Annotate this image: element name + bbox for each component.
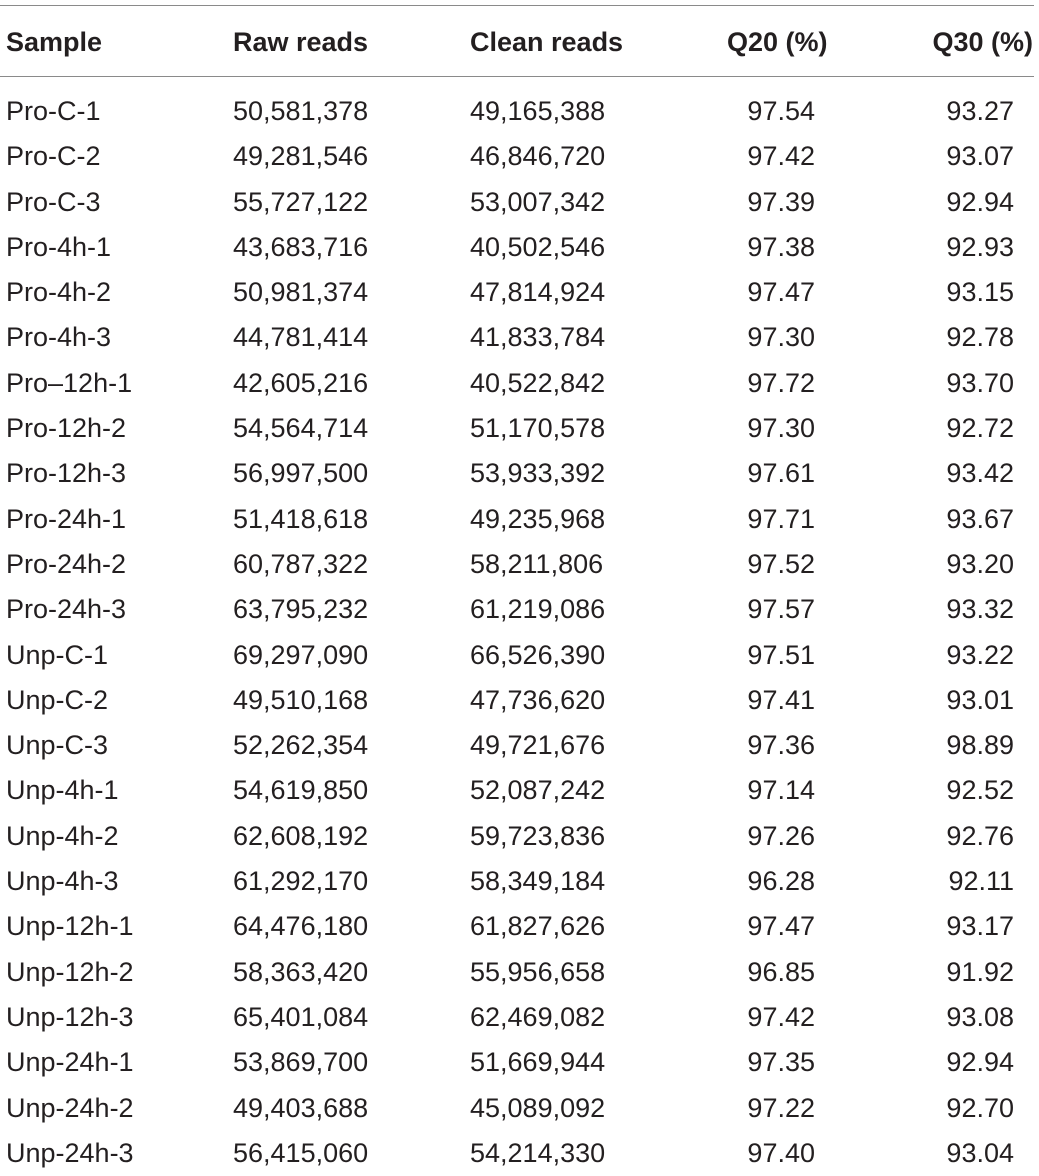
cell-q30: 92.70	[946, 1092, 1014, 1123]
cell-raw-reads: 60,787,322	[233, 548, 369, 579]
cell-q30: 93.04	[946, 1137, 1014, 1168]
table-row	[0, 587, 1039, 632]
cell-q20: 97.41	[747, 684, 815, 715]
cell-clean-reads: 49,721,676	[470, 730, 606, 761]
cell-q30: 93.22	[946, 639, 1014, 670]
table-row	[0, 904, 1039, 949]
table-row	[0, 361, 1039, 406]
cell-q30: 92.72	[946, 413, 1014, 444]
cell-q30: 93.27	[946, 96, 1014, 126]
cell-sample: Pro-C-1	[6, 96, 101, 126]
cell-sample: Unp-24h-1	[6, 1047, 134, 1078]
table-row	[0, 406, 1039, 451]
table-row	[0, 859, 1039, 904]
cell-clean-reads: 54,214,330	[470, 1137, 606, 1168]
cell-raw-reads: 50,581,378	[233, 96, 369, 126]
table-row	[0, 225, 1039, 270]
table-row	[0, 678, 1039, 723]
cell-raw-reads: 54,564,714	[233, 413, 369, 444]
cell-raw-reads: 43,683,716	[233, 231, 369, 262]
cell-q30: 92.11	[948, 866, 1014, 897]
cell-clean-reads: 61,827,626	[470, 911, 606, 942]
cell-q20: 97.22	[747, 1092, 815, 1123]
cell-clean-reads: 47,736,620	[470, 684, 606, 715]
header-sample: Sample	[6, 27, 103, 57]
cell-q20: 97.57	[747, 594, 815, 625]
table-row	[0, 950, 1039, 995]
cell-raw-reads: 54,619,850	[233, 775, 369, 806]
table-row	[0, 633, 1039, 678]
cell-sample: Unp-12h-1	[6, 911, 134, 942]
cell-sample: Unp-24h-3	[6, 1137, 134, 1168]
cell-q30: 93.20	[946, 548, 1014, 579]
cell-sample: Unp-4h-2	[6, 820, 119, 851]
cell-raw-reads: 64,476,180	[233, 911, 369, 942]
cell-raw-reads: 44,781,414	[233, 322, 369, 353]
table-header-rule	[0, 76, 1034, 77]
cell-q20: 97.61	[747, 458, 815, 489]
cell-clean-reads: 47,814,924	[470, 277, 606, 308]
table-body	[0, 89, 1039, 1176]
header-clean-reads: Clean reads	[470, 27, 624, 57]
cell-clean-reads: 51,669,944	[470, 1047, 606, 1078]
cell-raw-reads: 65,401,084	[233, 1001, 369, 1032]
cell-raw-reads: 53,869,700	[233, 1047, 369, 1078]
cell-sample: Pro-12h-2	[6, 413, 127, 444]
cell-q30: 92.94	[946, 1047, 1014, 1078]
cell-sample: Unp-12h-2	[6, 956, 134, 987]
cell-clean-reads: 62,469,082	[470, 1001, 606, 1032]
cell-q20: 97.71	[747, 503, 815, 534]
cell-q20: 96.85	[747, 956, 815, 987]
table-row	[0, 814, 1039, 859]
cell-q20: 97.35	[747, 1047, 815, 1078]
cell-q20: 97.42	[747, 1001, 815, 1032]
cell-raw-reads: 69,297,090	[233, 639, 369, 670]
cell-q30: 93.01	[946, 684, 1014, 715]
cell-q20: 97.40	[747, 1137, 815, 1168]
cell-clean-reads: 58,211,806	[470, 548, 604, 579]
cell-clean-reads: 49,165,388	[470, 96, 606, 126]
cell-clean-reads: 40,522,842	[470, 367, 606, 398]
cell-q30: 93.15	[946, 277, 1014, 308]
cell-sample: Pro-24h-3	[6, 594, 127, 625]
cell-q30: 93.07	[946, 141, 1014, 172]
cell-q30: 92.76	[946, 820, 1014, 851]
cell-clean-reads: 59,723,836	[470, 820, 606, 851]
header-q20: Q20 (%)	[727, 27, 828, 57]
cell-clean-reads: 49,235,968	[470, 503, 606, 534]
table-row	[0, 995, 1039, 1040]
cell-q20: 96.28	[747, 866, 815, 897]
cell-q20: 97.54	[747, 96, 815, 126]
table-row	[0, 768, 1039, 813]
table-row	[0, 1040, 1039, 1085]
header-q30: Q30 (%)	[932, 27, 1033, 57]
cell-sample: Pro-4h-2	[6, 277, 112, 308]
cell-sample: Pro-C-3	[6, 186, 101, 217]
cell-sample: Pro-24h-2	[6, 548, 127, 579]
table-header-row	[0, 20, 1039, 64]
cell-q30: 93.42	[946, 458, 1014, 489]
cell-sample: Unp-4h-1	[6, 775, 119, 806]
cell-raw-reads: 50,981,374	[233, 277, 369, 308]
cell-raw-reads: 56,415,060	[233, 1137, 369, 1168]
cell-clean-reads: 40,502,546	[470, 231, 606, 262]
header-raw-reads: Raw reads	[233, 27, 369, 57]
table-row	[0, 542, 1039, 587]
cell-q30: 92.94	[946, 186, 1014, 217]
cell-q20: 97.42	[747, 141, 815, 172]
cell-clean-reads: 66,526,390	[470, 639, 606, 670]
cell-raw-reads: 49,403,688	[233, 1092, 369, 1123]
cell-raw-reads: 58,363,420	[233, 956, 369, 987]
table-row	[0, 1131, 1039, 1176]
cell-q20: 97.47	[747, 277, 815, 308]
cell-sample: Pro-4h-3	[6, 322, 112, 353]
cell-sample: Unp-C-2	[6, 684, 109, 715]
cell-clean-reads: 53,933,392	[470, 458, 606, 489]
cell-clean-reads: 52,087,242	[470, 775, 606, 806]
cell-q30: 92.52	[946, 775, 1014, 806]
cell-raw-reads: 61,292,170	[233, 866, 369, 897]
cell-q30: 93.32	[946, 594, 1014, 625]
cell-clean-reads: 53,007,342	[470, 186, 606, 217]
table-row	[0, 451, 1039, 496]
cell-clean-reads: 55,956,658	[470, 956, 606, 987]
cell-sample: Pro-12h-3	[6, 458, 127, 489]
cell-raw-reads: 62,608,192	[233, 820, 369, 851]
table-row	[0, 723, 1039, 768]
cell-q30: 98.89	[946, 730, 1014, 761]
cell-raw-reads: 49,510,168	[233, 684, 369, 715]
cell-raw-reads: 51,418,618	[233, 503, 369, 534]
cell-q30: 93.67	[946, 503, 1014, 534]
cell-q20: 97.51	[747, 639, 815, 670]
cell-raw-reads: 56,997,500	[233, 458, 369, 489]
cell-q30: 92.93	[946, 231, 1014, 262]
cell-raw-reads: 49,281,546	[233, 141, 369, 172]
cell-q20: 97.14	[747, 775, 815, 806]
cell-sample: Unp-C-3	[6, 730, 109, 761]
cell-clean-reads: 51,170,578	[470, 413, 606, 444]
cell-q20: 97.47	[747, 911, 815, 942]
cell-clean-reads: 61,219,086	[470, 594, 606, 625]
cell-raw-reads: 52,262,354	[233, 730, 369, 761]
cell-q20: 97.38	[747, 231, 815, 262]
cell-clean-reads: 41,833,784	[470, 322, 606, 353]
cell-sample: Unp-4h-3	[6, 866, 119, 897]
cell-raw-reads: 42,605,216	[233, 367, 369, 398]
cell-raw-reads: 55,727,122	[233, 186, 369, 217]
table-row	[0, 497, 1039, 542]
table-row	[0, 134, 1039, 179]
cell-sample: Pro-C-2	[6, 141, 101, 172]
cell-sample: Pro–12h-1	[6, 367, 133, 398]
cell-sample: Unp-12h-3	[6, 1001, 134, 1032]
cell-clean-reads: 45,089,092	[470, 1092, 606, 1123]
cell-q30: 93.08	[946, 1001, 1014, 1032]
table-top-rule	[0, 5, 1034, 6]
cell-q30: 93.17	[946, 911, 1014, 942]
cell-q20: 97.26	[747, 820, 815, 851]
cell-q30: 92.78	[946, 322, 1014, 353]
cell-sample: Pro-24h-1	[6, 503, 127, 534]
cell-q30: 91.92	[946, 956, 1014, 987]
cell-q30: 93.70	[946, 367, 1014, 398]
cell-q20: 97.30	[747, 413, 815, 444]
table-row	[0, 315, 1039, 360]
cell-raw-reads: 63,795,232	[233, 594, 369, 625]
cell-q20: 97.36	[747, 730, 815, 761]
cell-q20: 97.39	[747, 186, 815, 217]
table-row	[0, 180, 1039, 225]
table-row	[0, 89, 1039, 134]
cell-clean-reads: 58,349,184	[470, 866, 606, 897]
cell-sample: Pro-4h-1	[6, 231, 112, 262]
cell-sample: Unp-C-1	[6, 639, 109, 670]
cell-clean-reads: 46,846,720	[470, 141, 606, 172]
cell-q20: 97.52	[747, 548, 815, 579]
cell-q20: 97.30	[747, 322, 815, 353]
cell-q20: 97.72	[747, 367, 815, 398]
table-row	[0, 270, 1039, 315]
table-row	[0, 1086, 1039, 1131]
cell-sample: Unp-24h-2	[6, 1092, 134, 1123]
